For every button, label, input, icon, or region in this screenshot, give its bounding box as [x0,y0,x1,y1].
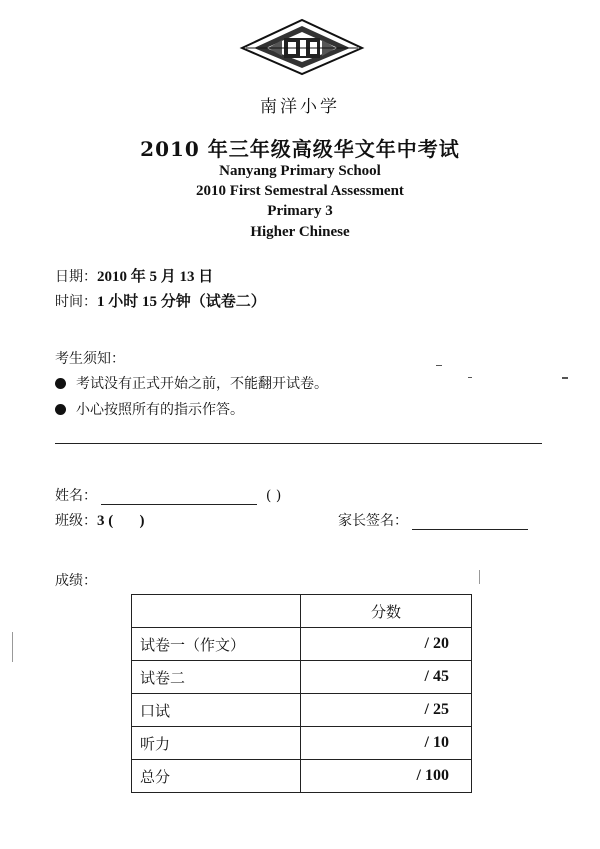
assessment-title-en: 2010 First Semestral Assessment [196,183,404,199]
scan-speck [562,377,568,379]
class-label: 班级： [55,513,97,529]
bullet-icon [55,404,66,415]
scan-speck [479,570,480,584]
parent-signature-label: 家长签名： [338,513,408,529]
time-line [55,290,266,311]
table-row [132,694,472,727]
scan-speck [468,377,472,378]
instruction-item: 小心按照所有的指示作答。 [55,399,244,419]
divider [55,443,542,444]
time-value: 1 小时 15 分钟（试卷二） [97,294,266,310]
table-header-row [132,595,472,628]
score-cell: / 10 [301,727,472,760]
parent-signature-line [338,510,528,530]
school-name-en: Nanyang Primary School [219,163,381,179]
school-crest-icon [238,18,366,76]
name-label: 姓名： [55,488,97,504]
name-line [55,485,281,505]
level-en: Primary 3 [267,203,333,219]
scan-speck [436,365,442,366]
table-row [132,628,472,661]
date-value: 2010 年 5 月 13 日 [97,269,214,285]
instructions-title: 考生须知： [55,351,125,367]
exam-title-cn: 2010 年三年级高级华文年中考试 [140,137,460,161]
table-row [132,661,472,694]
date-line [55,265,213,286]
paper-label: 试卷二 [132,661,301,694]
paper-label: 口试 [132,694,301,727]
table-row [132,727,472,760]
score-cell: / 25 [301,694,472,727]
score-cell: / 20 [301,628,472,661]
score-cell: / 100 [301,760,472,793]
date-label: 日期： [55,269,97,285]
time-label: 时间： [55,294,97,310]
instruction-item: 考试没有正式开始之前，不能翻开试卷。 [55,373,328,393]
scan-speck [12,632,13,662]
paper-label: 试卷一（作文） [132,628,301,661]
name-field[interactable] [101,488,257,505]
score-cell: / 45 [301,661,472,694]
class-line [55,510,145,530]
subject-en: Higher Chinese [250,224,350,240]
score-table [131,594,472,793]
index-number-field[interactable]: ( ) [265,488,282,504]
bullet-icon [55,378,66,389]
parent-signature-field[interactable] [412,513,528,530]
paper-label: 总分 [132,760,301,793]
class-field[interactable]: 3 ( ) [97,513,145,529]
school-name-cn: 南洋小学 [260,97,340,117]
score-column-header: 分数 [301,595,472,628]
table-row [132,760,472,793]
score-title: 成绩： [55,573,97,589]
paper-label: 听力 [132,727,301,760]
